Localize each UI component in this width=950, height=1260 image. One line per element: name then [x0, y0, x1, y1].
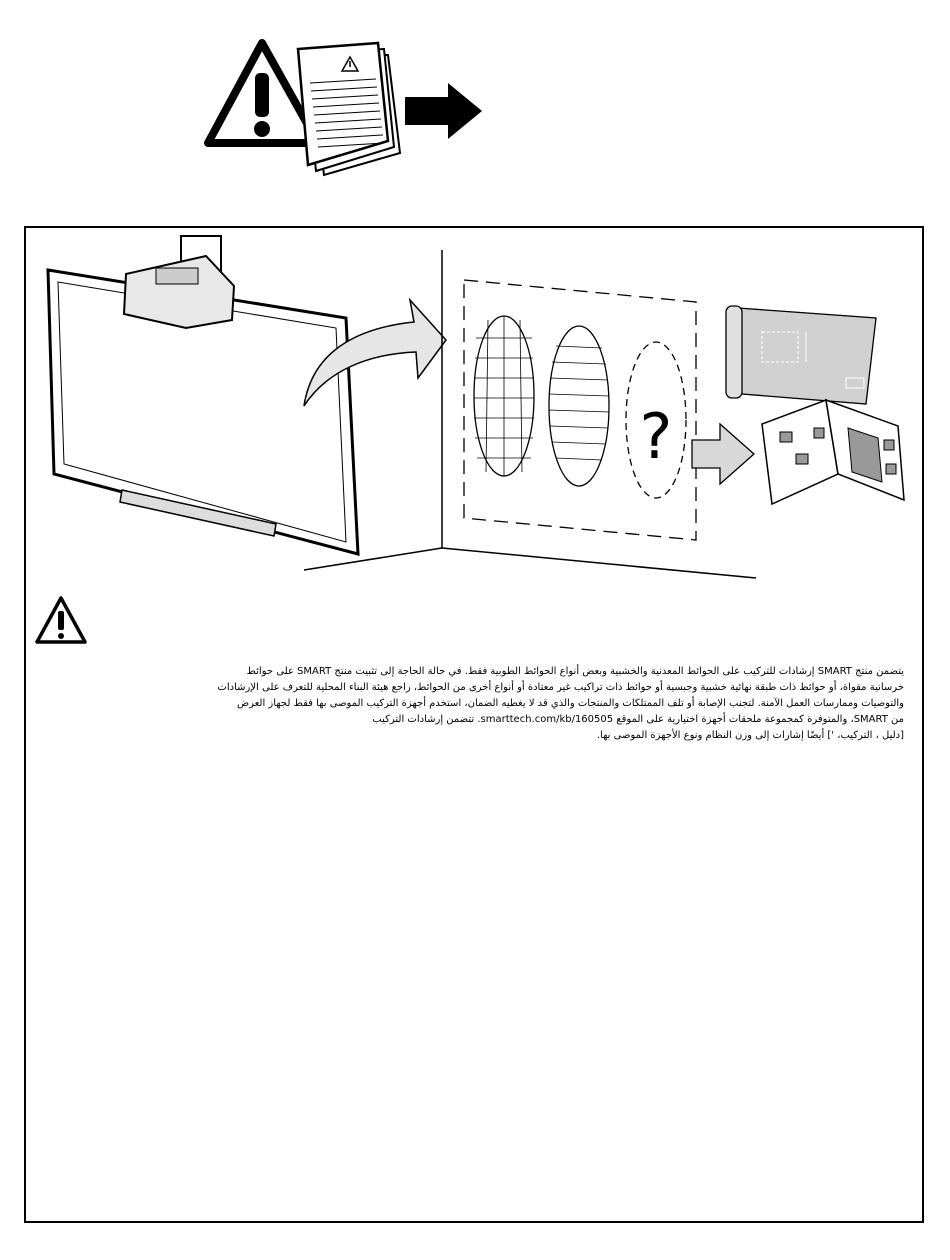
installation-illustration: [26, 228, 922, 588]
arrow-right-icon: [405, 83, 482, 139]
warning-line-2: خرسانية مقواة، أو حوائط ذات طبقة نهائية خشبية وجبسية أو حوائط ذات تراكيب غير معتادة أو أنواع أخرى من الحوائط، راجع هيئة البناء المحلية للتعرف على الإرشادات: [217, 682, 904, 693]
unknown-wall-question-mark: ?: [639, 400, 673, 473]
header-graphic: [200, 35, 500, 195]
wall-types: [474, 316, 686, 498]
arrow-right-icon: [692, 424, 754, 484]
safety-warning-text: [56, 664, 904, 744]
warning-line-5: [دليل ، التركيب، '] أيضًا إشارات إلى وزن النظام ونوع الأجهزة الموصى بها.: [596, 730, 904, 741]
blueprint-icon: [726, 306, 876, 404]
warning-line-1: يتضمن منتج SMART إرشادات للتركيب على الحوائط المعدنية والخشبية وبعض أنواع الحوائط الطوبية فقط. في حالة الحاجة إلى تثبيت منتج SMART على حوائط: [246, 666, 904, 677]
safety-document-icon: [298, 43, 400, 175]
content-frame: [24, 226, 924, 1223]
warning-line-4: من SMART، والمتوفرة كمجموعة ملحقات أجهزة اختيارية على الموقع smarttech.com/kb/160505. تتضمن إرشادات التركيب: [372, 714, 904, 725]
caution-triangle-icon: [34, 594, 88, 648]
manual-book-icon: [762, 400, 904, 504]
warning-line-3: والتوصيات وممارسات العمل الآمنة. لتجنب الإصابة أو تلف الممتلكات والمنتجات والذي قد لا يغطيه الضمان، استخدم أجهزة التركيب الموصى بها فقط لجهاز العرض: [237, 698, 904, 709]
